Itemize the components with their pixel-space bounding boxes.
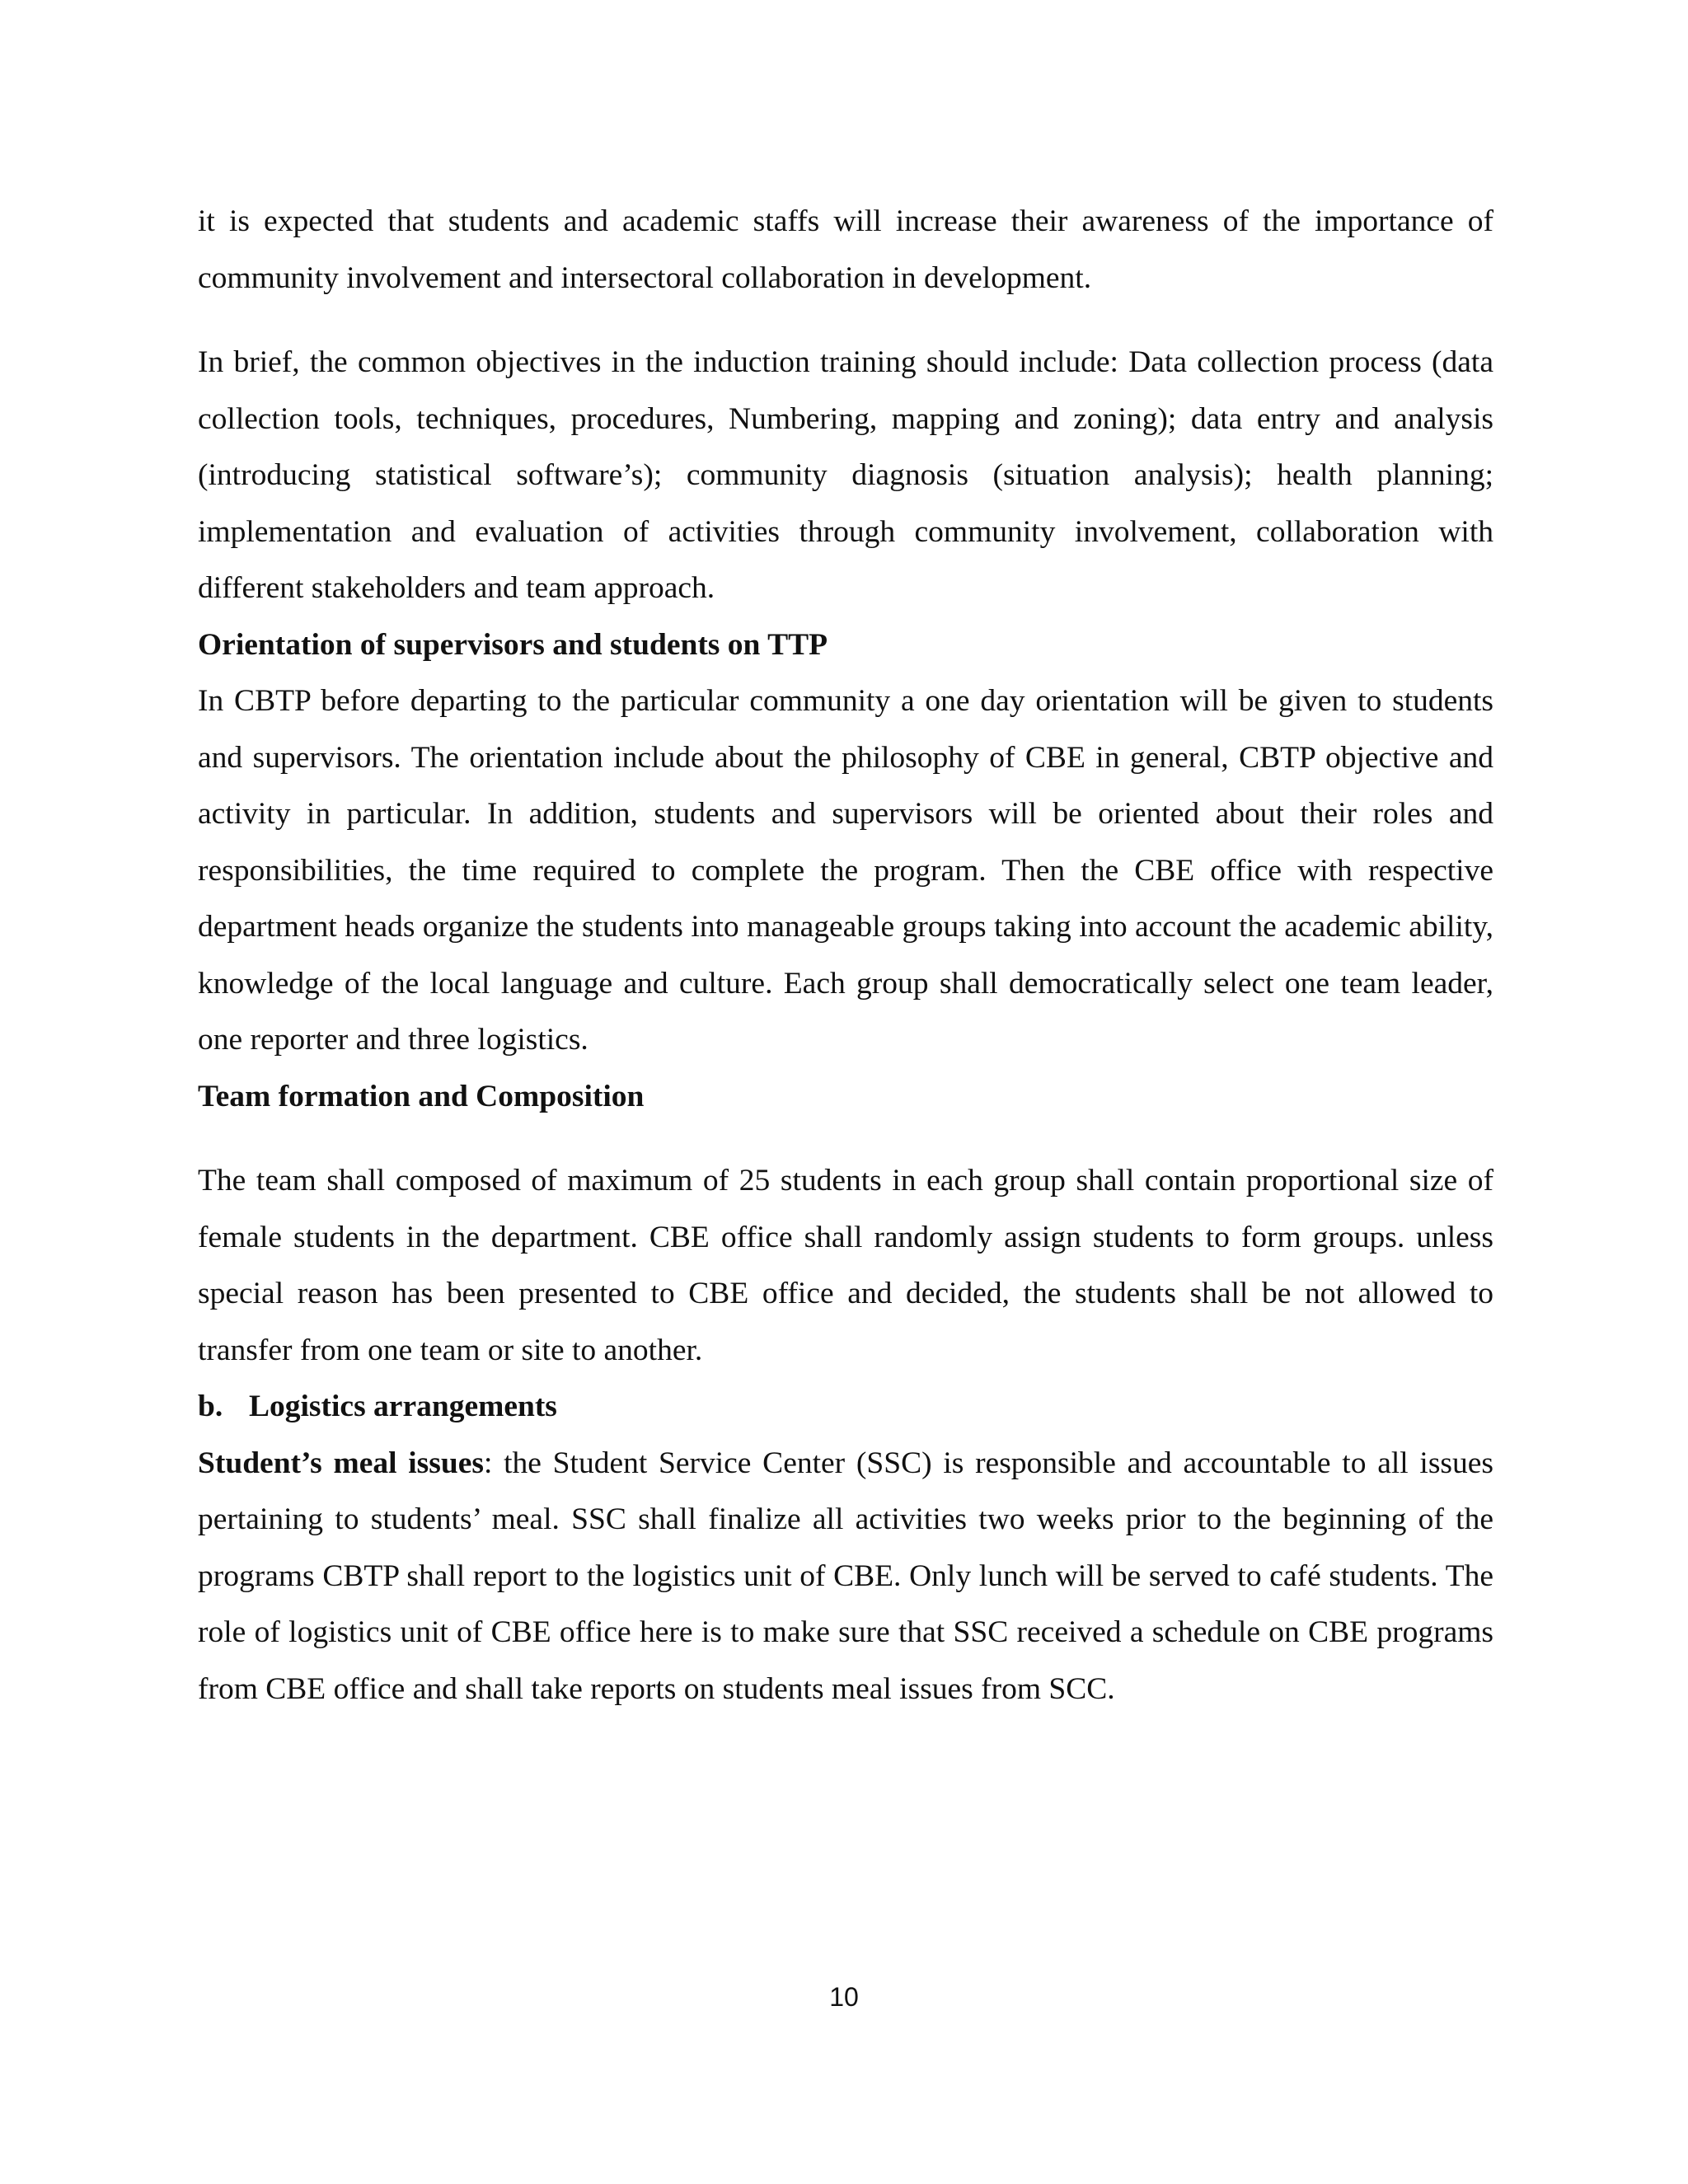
meal-issues-text: : the Student Service Center (SSC) is responsible and accountable to all issues pertaining to students’ meal. SSC shall finalize all activities two weeks prior to the beginning of the programs CBTP shall report to the logistics unit of CBE. Only lunch will be served to café students. The role of logistics unit of CBE office here is to make sure that SSC received a schedule on CBE programs from CBE office and shall take reports on students meal issues from SCC. bbox=[198, 1446, 1494, 1706]
paragraph-induction-objectives: In brief, the common objectives in the induction training should include: Data collection process (data collection tools, techniques, procedures, Numbering, mapping and zoning); data entry and analysis (introducing statistical software’s); community diagnosis (situation analysis); health planning; implementation and evaluation of activities through community involvement, collaboration with different stakeholders and team approach. bbox=[198, 345, 1493, 605]
paragraph-orientation: In CBTP before departing to the particular community a one day orientation will be given to students and supervisors. The orientation include about the philosophy of CBE in general, CBTP objective and activity in particular. In addition, students and supervisors will be oriented about their roles and responsibilities, the time required to complete the program. Then the CBE office with respective department heads organize the students into manageable groups taking into account the academic ability, knowledge of the local language and culture. Each group shall democratically select one team leader, one reporter and three logistics. bbox=[198, 684, 1493, 1057]
logistics-title: Logistics arrangements bbox=[249, 1390, 557, 1423]
heading-team-formation: Team formation and Composition bbox=[198, 1079, 645, 1113]
paragraph-meal-issues bbox=[198, 1436, 1493, 1718]
paragraph-team-formation: The team shall composed of maximum of 25 students in each group shall contain proportional size of female students in the department. CBE office shall randomly assign students to form groups. unless special reason has been presented to CBE office and decided, the students shall be not allowed to transfer from one team or site to another. bbox=[198, 1164, 1493, 1367]
page-content bbox=[198, 194, 1493, 1718]
meal-issues-lead: Student’s meal issues bbox=[198, 1446, 484, 1480]
paragraph-awareness: it is expected that students and academic staffs will increase their awareness of the importance of community involvement and intersectoral collaboration in development. bbox=[198, 204, 1493, 295]
heading-orientation: Orientation of supervisors and students on TTP bbox=[198, 627, 828, 662]
list-marker-b: b. bbox=[198, 1390, 223, 1423]
page-number: 10 bbox=[829, 1982, 859, 2012]
heading-logistics-arrangements bbox=[198, 1379, 1493, 1436]
